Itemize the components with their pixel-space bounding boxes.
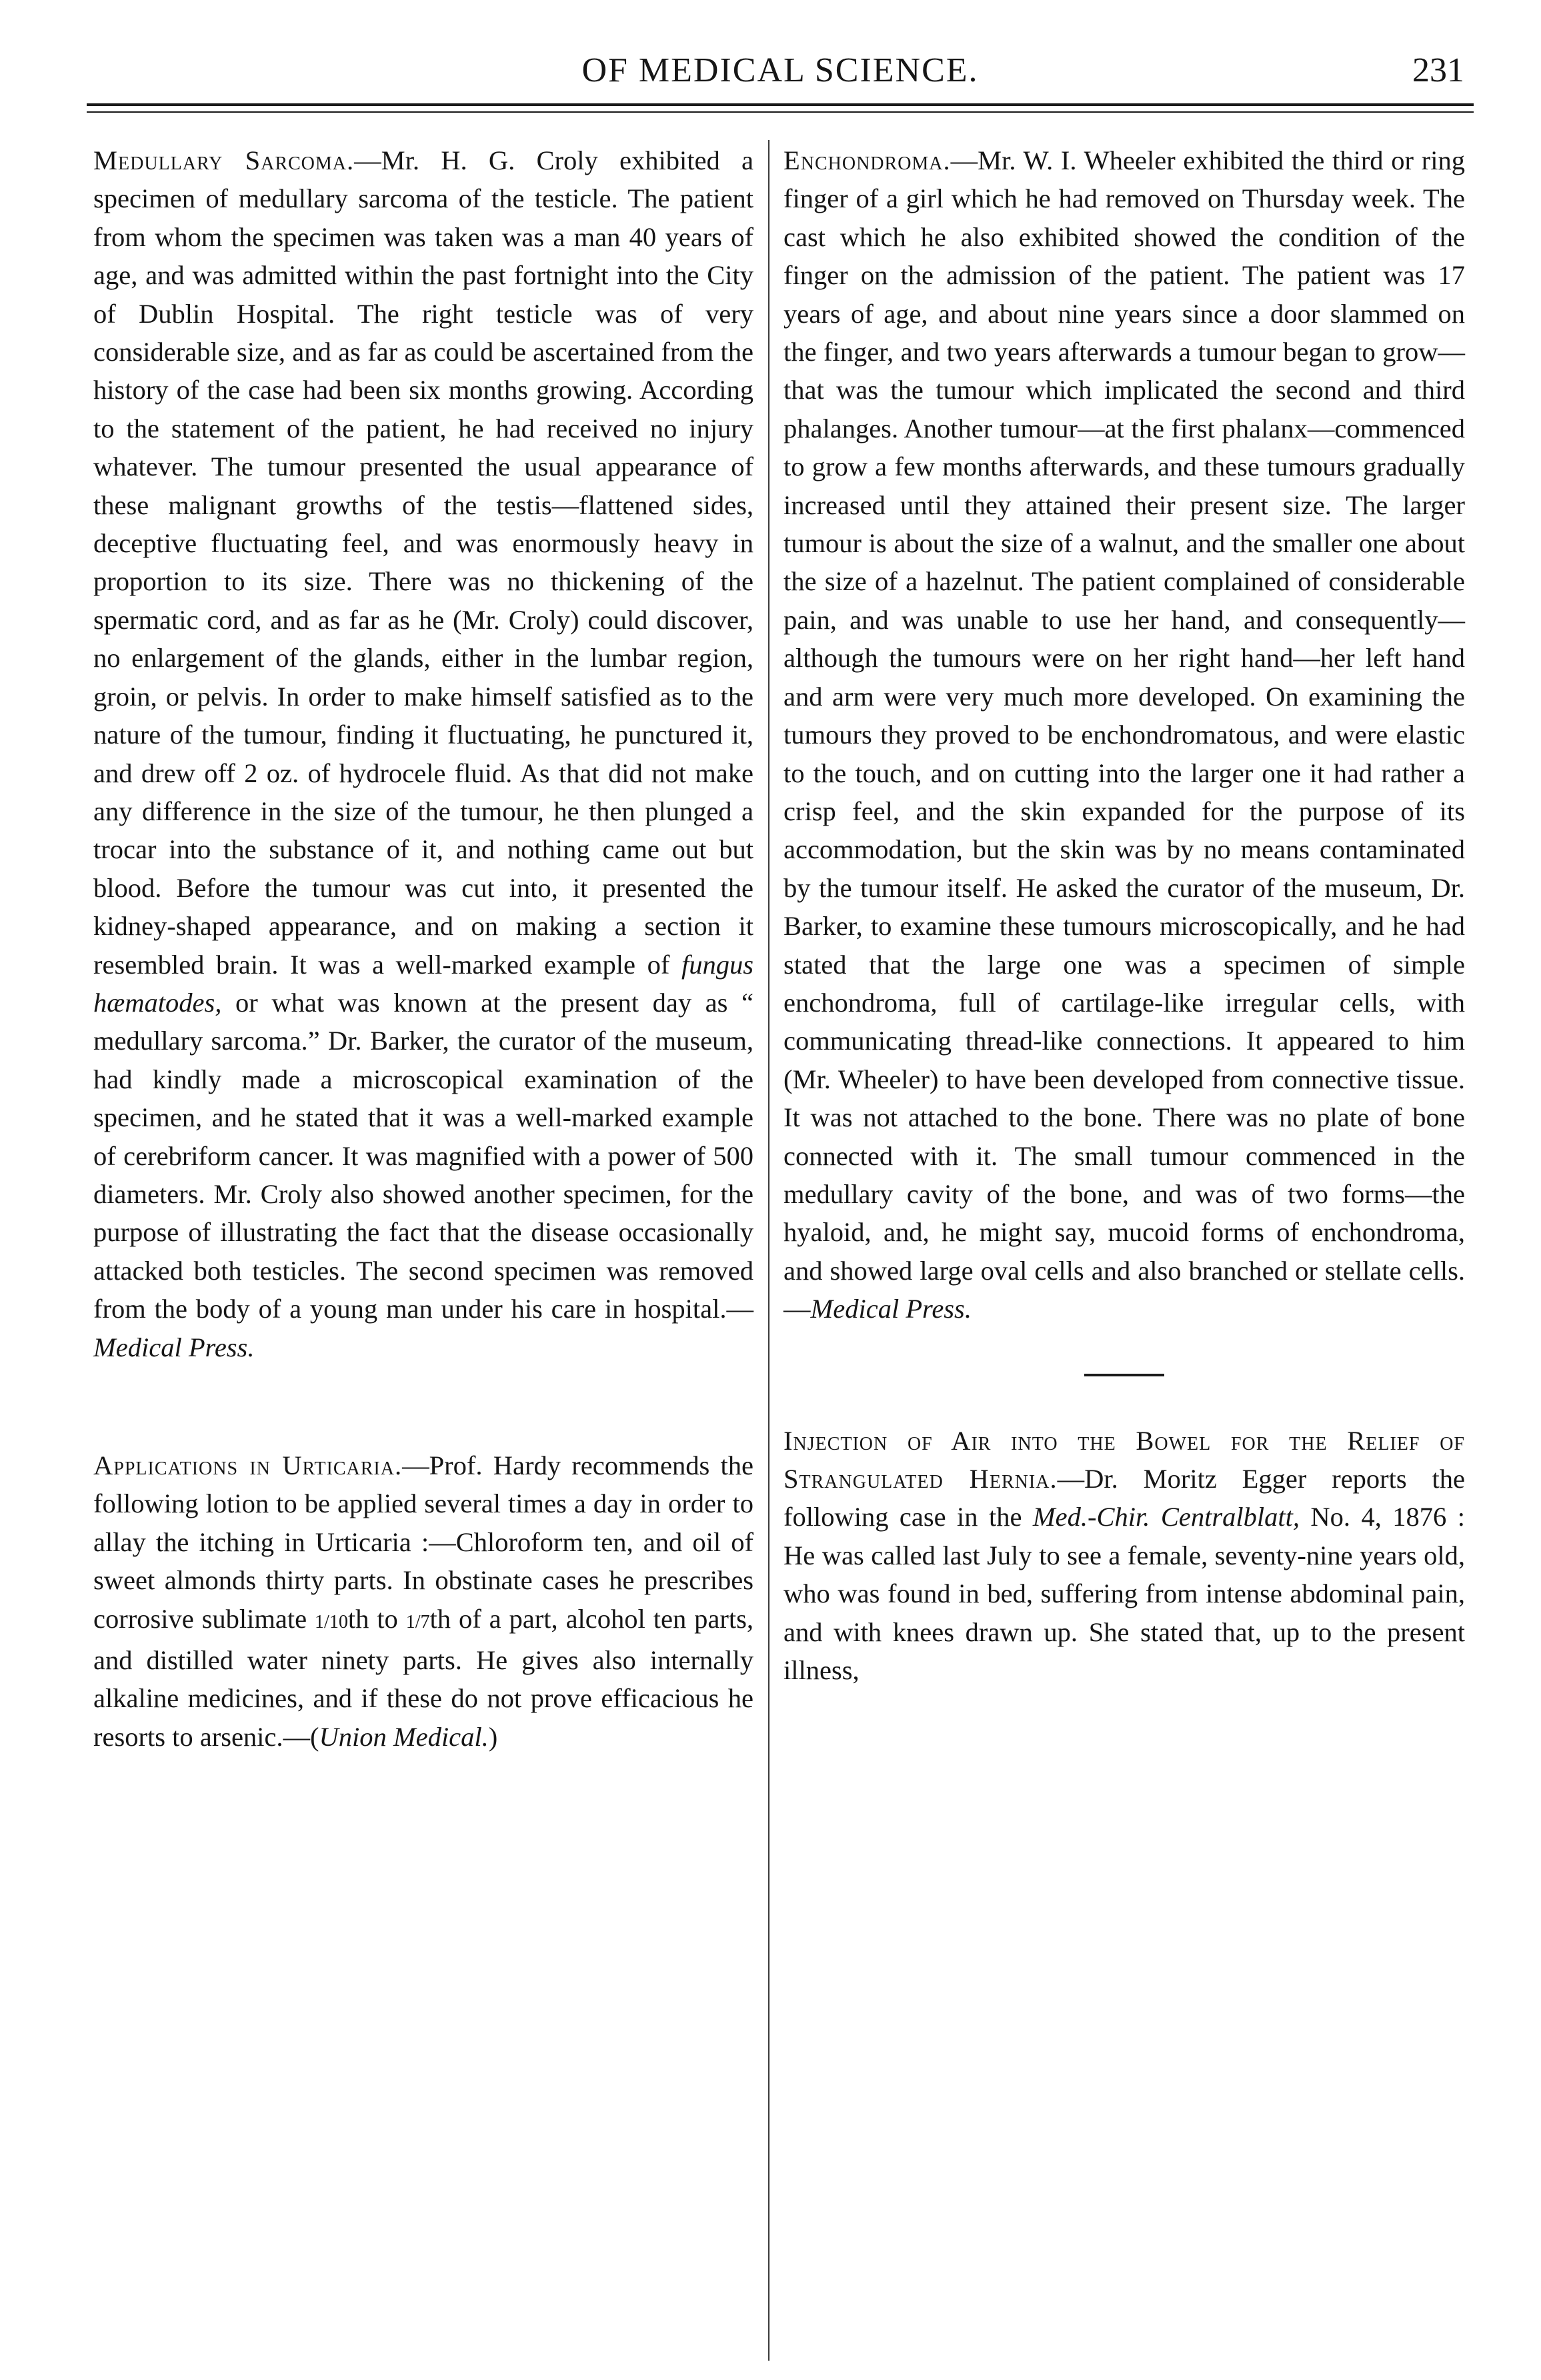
section-gap bbox=[784, 1376, 1465, 1422]
article-body: —Mr. H. G. Croly exhibited a specimen of medullary sarcoma of the testicle. The patient from whom the specimen was taken was a man 40 years of age, and was admitted within the past fortnight into the City of Dublin Hospital. The right testicle was of very considerable size, and as far as could be ascertained from the history of the case had been six months growing. According to the statement of the patient, he had received no injury whatever. The tumour presented the usual appearance of these malignant growths of the testis—flattened sides, deceptive fluctuating feel, and was enormously heavy in proportion to its size. There was no thickening of the spermatic cord, and as far as he (Mr. Croly) could discover, no enlargement of the glands, either in the lumbar region, groin, or pelvis. In order to make himself satisfied as to the nature of the tumour, finding it fluctuating, he punctured it, and drew off 2 oz. of hydrocele fluid. As that did not make any difference in the size of the tumour, he then plunged a trocar into the substance of it, and nothing came out but blood. Before the tumour was cut into, it presented the kidney-shaped appearance, and on making a section it resembled brain. It was a well-marked example of bbox=[93, 145, 753, 980]
article-paragraph bbox=[93, 141, 753, 1366]
article-heading: Applications in Urticaria. bbox=[93, 1450, 403, 1480]
article-heading: Medullary Sarcoma. bbox=[93, 145, 355, 175]
article-body-continued: No. 4, 1876 : He was called last July to see a female, seventy-nine years old, who was found in bed, suffering from intense abdominal pain, and with knees drawn up. She stated that, up to the present illness, bbox=[784, 1502, 1465, 1686]
article-paragraph bbox=[93, 1446, 753, 1756]
header-rule bbox=[87, 103, 1474, 106]
article-paragraph bbox=[784, 141, 1465, 1328]
article-heading: Enchondroma. bbox=[784, 145, 951, 175]
article-source: Medical Press. bbox=[93, 1332, 255, 1362]
fraction-tenth: 1/10 bbox=[315, 1611, 348, 1632]
closing-paren: ) bbox=[488, 1721, 498, 1752]
fraction-seventh: 1/7 bbox=[405, 1611, 430, 1632]
article-body: —Prof. Hardy recommends the following lotion to be applied several times a day in order to allay the itching in Urticaria :—Chloroform ten, and oil of sweet almonds thirty parts. In obstinate cases he prescribes corrosive sublimate bbox=[93, 1450, 753, 1634]
article-body-mid: th to bbox=[347, 1603, 406, 1634]
article-medullary-sarcoma bbox=[93, 141, 753, 1366]
running-title: OF MEDICAL SCIENCE. bbox=[581, 51, 979, 89]
article-paragraph bbox=[784, 1422, 1465, 1690]
article-body-continued: th of a part, alcohol ten parts, and distilled water ninety parts. He gives also internally alkaline medicines, and if these do not prove efficacious he resorts to arsenic.—( bbox=[93, 1603, 753, 1752]
left-column bbox=[93, 141, 753, 1756]
journal-title: Med.-Chir. Centralblatt, bbox=[1032, 1502, 1300, 1532]
italic-term: fungus hæmatodes, bbox=[93, 949, 753, 1018]
article-body: —Dr. Moritz Egger reports the following case in the bbox=[784, 1464, 1465, 1532]
article-source: Medical Press. bbox=[810, 1294, 972, 1324]
page-number: 231 bbox=[1412, 51, 1464, 89]
article-enchondroma bbox=[784, 141, 1465, 1328]
article-source: Union Medical. bbox=[319, 1721, 489, 1752]
article-air-injection-hernia bbox=[784, 1422, 1465, 1690]
article-urticaria bbox=[93, 1446, 753, 1756]
article-body: —Mr. W. I. Wheeler exhibited the third or ring finger of a girl which he had removed on Thursday week. The cast which he also exhibited showed the condition of the finger on the admission of the patient. The patient was 17 years of age, and about nine years since a door slammed on the finger, and two years afterwards a tumour began to grow—that was the tumour which implicated the second and third phalanges. Another tumour—at the first phalanx—commenced to grow a few months afterwards, and these tumours gradually increased until they attained their present size. The larger tumour is about the size of a walnut, and the smaller one about the size of a hazelnut. The patient complained of considerable pain, and was unable to use her hand, and consequently—although the tumours were on her right hand—her left hand and arm were very much more developed. On examining the tumours they proved to be enchondromatous, and were elastic to the touch, and on cutting into the larger one it had rather a crisp feel, and the skin expanded for the purpose of its accommodation, but the skin was by no means contaminated by the tumour itself. He asked the curator of the museum, Dr. Barker, to examine these tumours microscopically, and he had stated that the large one was a specimen of simple enchondroma, full of cartilage-like irregular cells, with communicating thread-like connections. It appeared to him (Mr. Wheeler) to have been developed from connective tissue. It was not attached to the bone. There was no plate of bone connected with it. The small tumour commenced in the medullary cavity of the bone, and was of two forms—the hyaloid, and, he might say, mucoid forms of enchondroma, and showed large oval cells and also branched or stellate cells.— bbox=[784, 145, 1465, 1324]
article-heading: Injection of Air into the Bowel for the Relief of Strangulated Hernia. bbox=[784, 1425, 1465, 1494]
right-column bbox=[784, 141, 1465, 1689]
column-divider bbox=[768, 140, 769, 2361]
header-rule-thin bbox=[87, 111, 1474, 113]
article-body-continued: or what was known at the present day as “ medullary sarcoma.” Dr. Barker, the curator of the museum, had kindly made a microscopical examination of the specimen, and he stated that it was a well-marked example of cerebriform cancer. It was magnified with a power of 500 diameters. Mr. Croly also showed another specimen, for the purpose of illustrating the fact that the disease occasionally attacked both testicles. The second specimen was removed from the body of a young man under his care in hospital.— bbox=[93, 987, 753, 1324]
section-gap bbox=[784, 1328, 1465, 1374]
section-gap bbox=[93, 1366, 753, 1446]
page-header bbox=[87, 41, 1474, 101]
